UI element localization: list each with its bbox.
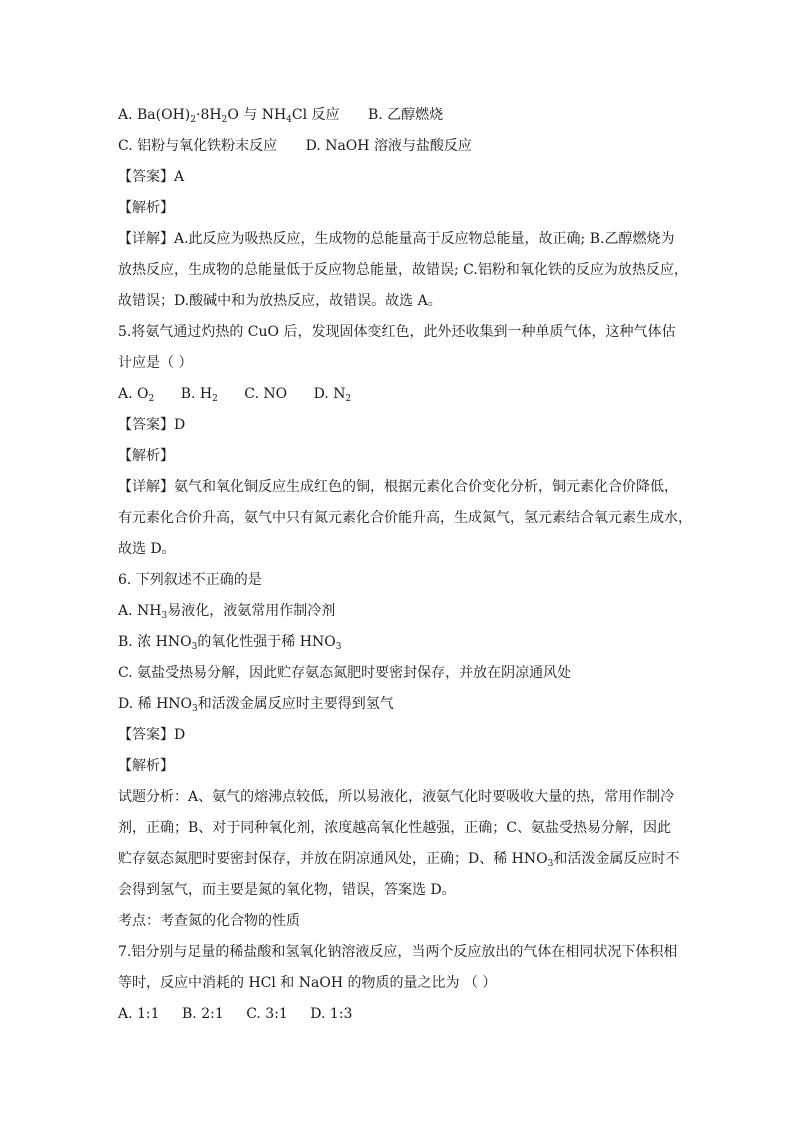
q5-detail-line: 【详解】氨气和氧化铜反应生成红色的铜，根据元素化合价变化分析，铜元素化合价降低， (118, 479, 678, 495)
q4-answer: 【答案】A (118, 169, 185, 185)
q4-option-c: C. 铝粉与氧化铁粉末反应 (118, 138, 278, 154)
q6-analysis-heading: 【解析】 (118, 758, 174, 774)
q6-detail-line: 剂，正确；B、对于同种氧化剂，浓度越高氧化性越强，正确；C、氨盐受热易分解，因此 (118, 820, 671, 836)
q6-stem: 6. 下列叙述不正确的是 (118, 572, 262, 588)
q6-option-b: B. 浓 $HNO_3$的氧化性强于稀 $HNO_3$ (118, 634, 342, 652)
q6-option-d: D. 稀 $HNO_3$和活泼金属反应时主要得到氢气 (118, 696, 394, 714)
q5-stem-line: 计应是（ ） (118, 355, 193, 371)
q4-option-d: D. NaOH 溶液与盐酸反应 (305, 138, 472, 154)
q7-stem-line: 7.铝分别与足量的稀盐酸和氢氧化钠溶液反应，当两个反应放出的气体在相同状况下体积相 (118, 944, 678, 960)
q6-detail-line: 会得到氢气，而主要是氮的氧化物，错误，答案选 D。 (118, 882, 456, 898)
q7-options (118, 999, 678, 1030)
q6-detail-line: 试题分析：A、氨气的熔沸点较低，所以易液化，液氨气化时要吸收大量的热，常用作制冷 (118, 789, 675, 805)
q5-option-a: A. $O_2$ (118, 386, 155, 404)
q4-options-row-2 (118, 131, 678, 162)
q6-answer: 【答案】D (118, 727, 186, 743)
q4-option-b: B. 乙醇燃烧 (367, 107, 444, 123)
q7-stem-line: 等时，反应中消耗的 HCl 和 NaOH 的物质的量之比为 （ ） (118, 975, 497, 991)
q5-option-b: B. $H_2$ (180, 386, 218, 404)
q5-stem-line: 5.将氨气通过灼热的 CuO 后，发现固体变红色，此外还收集到一种单质气体，这种气体估 (118, 324, 676, 340)
q7-option-d: D. 1:3 (310, 1006, 353, 1022)
q4-options-row-1 (118, 100, 678, 131)
document-content (118, 100, 692, 1030)
q5-option-d: D. $N_2$ (313, 386, 352, 404)
q6-option-a: A. $NH_3$易液化，液氨常用作制冷剂 (118, 603, 336, 621)
q7-option-b: B. 2:1 (182, 1006, 224, 1022)
q6-detail-line: 贮存氨态氮肥时要密封保存，并放在阴凉通风处，正确；D、稀 $HNO_3$和活泼金属反应时不 (118, 851, 680, 869)
q4-detail-line: 故错误；D.酸碱中和为放热反应，故错误。故选 A。 (118, 293, 442, 309)
q5-options (118, 379, 678, 410)
q5-detail-line: 故选 D。 (118, 541, 176, 557)
q5-analysis-heading: 【解析】 (118, 448, 174, 464)
q5-answer: 【答案】D (118, 417, 186, 433)
q5-option-c: C. NO (244, 386, 288, 402)
q6-test-point: 考点：考查氮的化合物的性质 (118, 913, 300, 929)
q4-detail-line: 【详解】A.此反应为吸热反应，生成物的总能量高于反应物总能量，故正确; B.乙醇燃烧为 (118, 231, 675, 247)
q7-option-c: C. 3:1 (246, 1006, 288, 1022)
q4-detail-line: 放热反应，生成物的总能量低于反应物总能量，故错误; C.铝粉和氧化铁的反应为放热反应， (118, 262, 688, 278)
q4-option-a: A. $Ba(OH)_2\cdot 8H_2O$ 与 $NH_4Cl$ 反应 (118, 107, 340, 125)
q4-analysis-heading: 【解析】 (118, 200, 174, 216)
q7-option-a: A. 1:1 (118, 1006, 160, 1022)
q5-detail-line: 有元素化合价升高，氨气中只有氮元素化合价能升高，生成氮气，氢元素结合氧元素生成水， (118, 510, 692, 526)
q6-option-c: C. 氨盐受热易分解，因此贮存氨态氮肥时要密封保存，并放在阴凉通风处 (118, 665, 572, 681)
